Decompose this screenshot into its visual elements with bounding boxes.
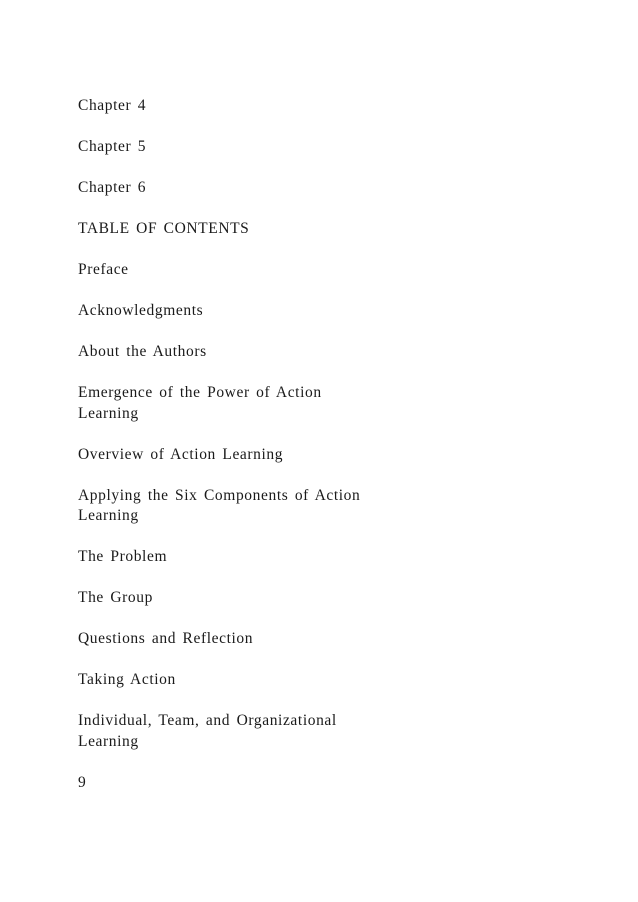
- contents-entry: Overview of Action Learning: [78, 445, 284, 463]
- contents-list: [78, 96, 378, 814]
- contents-entry: Applying the Six Components of Action Learning: [78, 486, 361, 524]
- contents-entry: About the Authors: [78, 343, 207, 360]
- contents-entry: Taking Action: [78, 671, 176, 688]
- contents-entry: Questions and Reflection: [78, 630, 254, 647]
- contents-entry: Individual, Team, and Organizational Learning: [78, 712, 337, 750]
- contents-heading: TABLE OF CONTENTS: [78, 220, 250, 237]
- contents-entry: Emergence of the Power of Action Learning: [78, 384, 322, 422]
- contents-entry: The Group: [78, 589, 153, 606]
- contents-entry: The Problem: [78, 548, 168, 565]
- contents-entry: Acknowledgments: [78, 302, 204, 319]
- text-line: Chapter 5: [78, 138, 147, 155]
- text-line: Chapter 4: [78, 97, 147, 114]
- contents-entry: Preface: [78, 261, 129, 278]
- page-number: 9: [78, 773, 87, 791]
- text-line: Chapter 6: [78, 179, 147, 196]
